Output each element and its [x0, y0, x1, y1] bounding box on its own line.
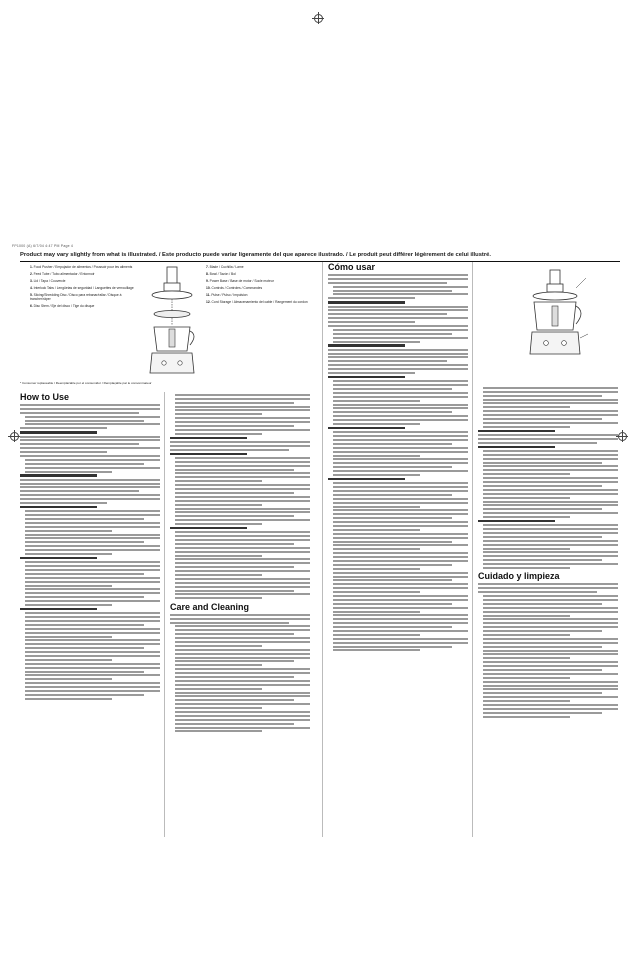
column-divider: [472, 262, 473, 837]
spanish-column-1: [328, 262, 468, 654]
part-item: 3. Lid / Tapa / Couvercle: [30, 279, 66, 283]
english-column-1: [20, 392, 160, 702]
body-text: [20, 404, 160, 700]
registration-mark-icon: [312, 12, 324, 24]
part-item: 9. Power Base / Base de motor / Socle moteur: [206, 279, 274, 283]
body-text: [478, 387, 618, 569]
spanish-column-2: [478, 385, 618, 720]
parts-column-right: [206, 265, 318, 307]
part-item: 7. Blade / Cuchilla / Lame: [206, 265, 244, 269]
body-text: [170, 394, 310, 599]
parts-footnote: * Consumer replaceable / Reemplazable por el consumidor / Remplaçable par le consommateur: [20, 381, 152, 385]
part-item: 12. Cord Storage / Almacenamiento del cable / Rangement du cordon: [206, 300, 308, 304]
body-text: [478, 583, 618, 717]
food-processor-illustration: [142, 265, 202, 377]
registration-mark-icon: [8, 430, 20, 442]
section-heading: Care and Cleaning: [170, 601, 250, 612]
part-item: 2. Feed Tube / Tubo alimentador / Entonnoir: [30, 272, 95, 276]
parts-column-left: [30, 265, 142, 311]
part-item: 5. Slicing/Shredding Disc / Disco para rebanar/rallar / Disque à trancher/râper: [30, 293, 122, 302]
column-divider: [164, 392, 165, 837]
body-text: [328, 274, 468, 651]
hand-illustration: [498, 272, 499, 273]
part-item: 6. Disc Stem / Eje del disco / Tige du disque: [30, 304, 95, 309]
body-text: [170, 614, 310, 733]
part-item: 1. Food Pusher / Empujador de alimentos / Poussoir pour les aliments: [30, 265, 133, 269]
food-processor-illustration: [520, 268, 590, 380]
part-item: 11. Pulse / Pulso / Impulsion: [206, 293, 248, 297]
part-item: 8. Bowl / Tazón / Bol: [206, 272, 236, 276]
column-divider: [322, 262, 323, 837]
english-column-2: [170, 392, 310, 735]
section-heading: Cuidado y limpieza: [478, 571, 560, 582]
section-heading: How to Use: [20, 392, 70, 402]
section-heading: Cómo usar: [328, 262, 376, 272]
print-slug: FP1000 (A) 6/7/04 4:47 PM Page 4: [12, 244, 74, 248]
part-item: 10. Controls / Controles / Commandes: [206, 286, 263, 290]
header-rule: [20, 261, 620, 262]
product-disclaimer: Product may vary slightly from what is illustrated. / Este producto puede variar ligeramente del que aparece ilustrado. / Le produit peut différer légèrement de celui illustré.: [20, 252, 491, 258]
part-item: 4. Interlock Tabs / Lengüetas de seguridad / Languettes de verrouillage: [30, 286, 134, 290]
